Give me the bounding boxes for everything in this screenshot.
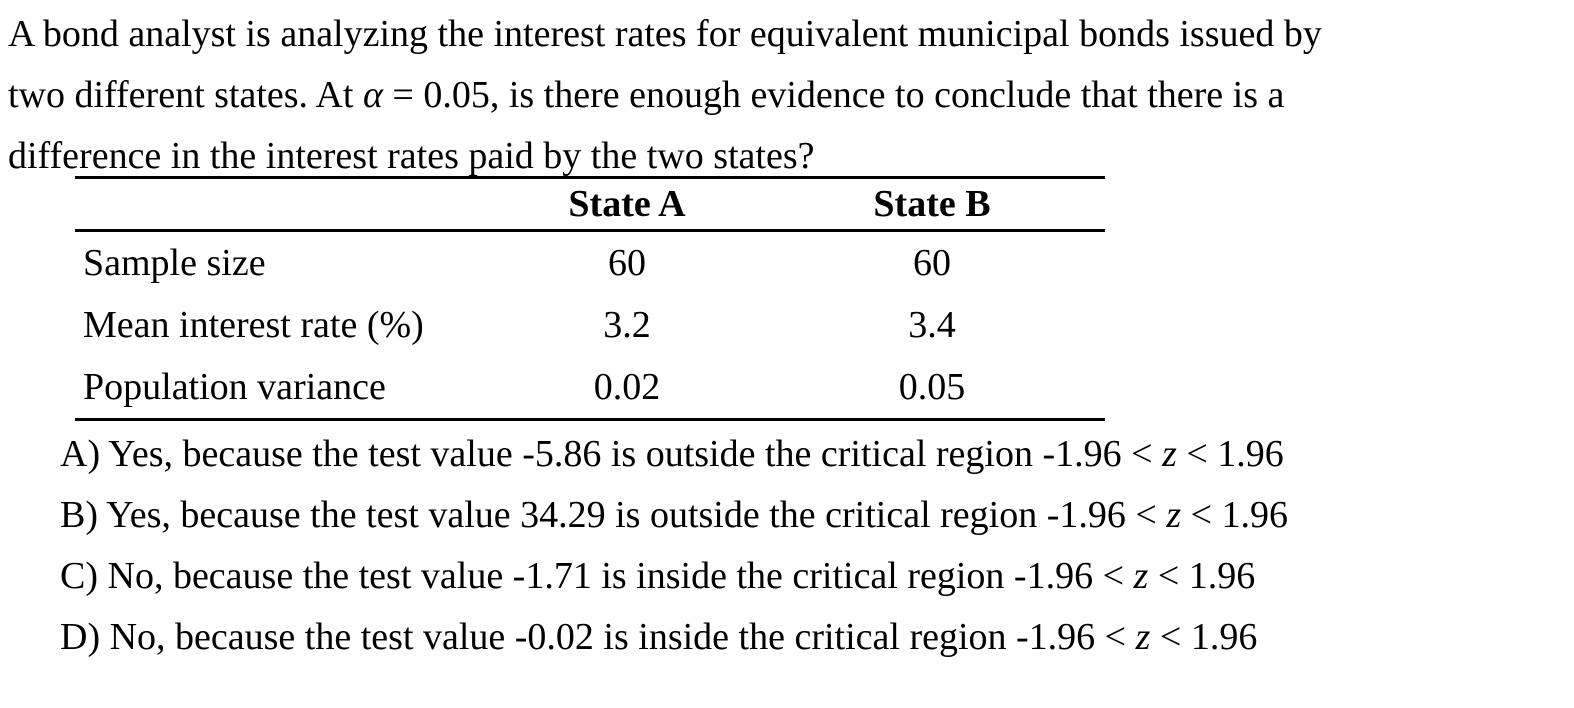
option-text: C) No, because the test value -1.71 is inside the critical region -1.96 <	[60, 555, 1134, 597]
trailing-cell	[1037, 356, 1105, 420]
state-a-value: 0.02	[593, 366, 661, 408]
row-label: Sample size	[83, 242, 266, 284]
z-variable: z	[1166, 494, 1182, 536]
state-b-value: 60	[913, 242, 951, 284]
state-a-value: 3.2	[603, 304, 651, 346]
option-d[interactable]	[60, 607, 1288, 668]
gap-cell	[727, 294, 827, 356]
option-text: B) Yes, because the test value 34.29 is outside the critical region -1.96 <	[60, 494, 1167, 536]
header-blank	[75, 178, 527, 231]
option-a[interactable]	[60, 424, 1288, 485]
z-variable: z	[1135, 616, 1151, 658]
option-text-end: < 1.96	[1150, 616, 1258, 658]
option-text-end: < 1.96	[1176, 433, 1284, 475]
option-c[interactable]	[60, 546, 1288, 607]
option-b[interactable]	[60, 485, 1288, 546]
question-line-2	[8, 65, 1570, 126]
header-gap	[727, 178, 827, 231]
table-row	[75, 294, 1105, 356]
header-state-b: State B	[827, 178, 1037, 231]
state-b-value: 0.05	[898, 366, 966, 408]
z-variable: z	[1162, 433, 1177, 475]
table-row	[75, 356, 1105, 420]
option-text-end: < 1.96	[1148, 555, 1256, 597]
trailing-cell	[1037, 294, 1105, 356]
question-line-2-start: two different states. At	[8, 74, 363, 116]
answer-options	[60, 424, 1288, 668]
row-label: Mean interest rate (%)	[83, 304, 424, 346]
row-label: Population variance	[83, 366, 386, 408]
gap-cell	[727, 356, 827, 420]
question-line-3: difference in the interest rates paid by the two states?	[8, 135, 815, 177]
z-variable: z	[1133, 555, 1149, 597]
option-text: D) No, because the test value -0.02 is inside the critical region -1.96 <	[60, 616, 1136, 658]
header-state-a: State A	[527, 178, 727, 231]
alpha-symbol: α	[362, 74, 383, 116]
state-b-value: 3.4	[908, 304, 956, 346]
question-text	[8, 4, 1570, 187]
table-row	[75, 231, 1105, 295]
table-header-row	[75, 178, 1105, 231]
question-line-2-end: = 0.05, is there enough evidence to conclude that there is a	[382, 74, 1285, 116]
trailing-cell	[1037, 231, 1105, 295]
state-a-value: 60	[608, 242, 646, 284]
gap-cell	[727, 231, 827, 295]
option-text-end: < 1.96	[1181, 494, 1289, 536]
question-line-1: A bond analyst is analyzing the interest rates for equivalent municipal bonds issued by	[8, 13, 1322, 55]
option-text: A) Yes, because the test value -5.86 is outside the critical region -1.96 <	[60, 433, 1163, 475]
header-trailing	[1037, 178, 1105, 231]
data-table	[75, 176, 1105, 421]
